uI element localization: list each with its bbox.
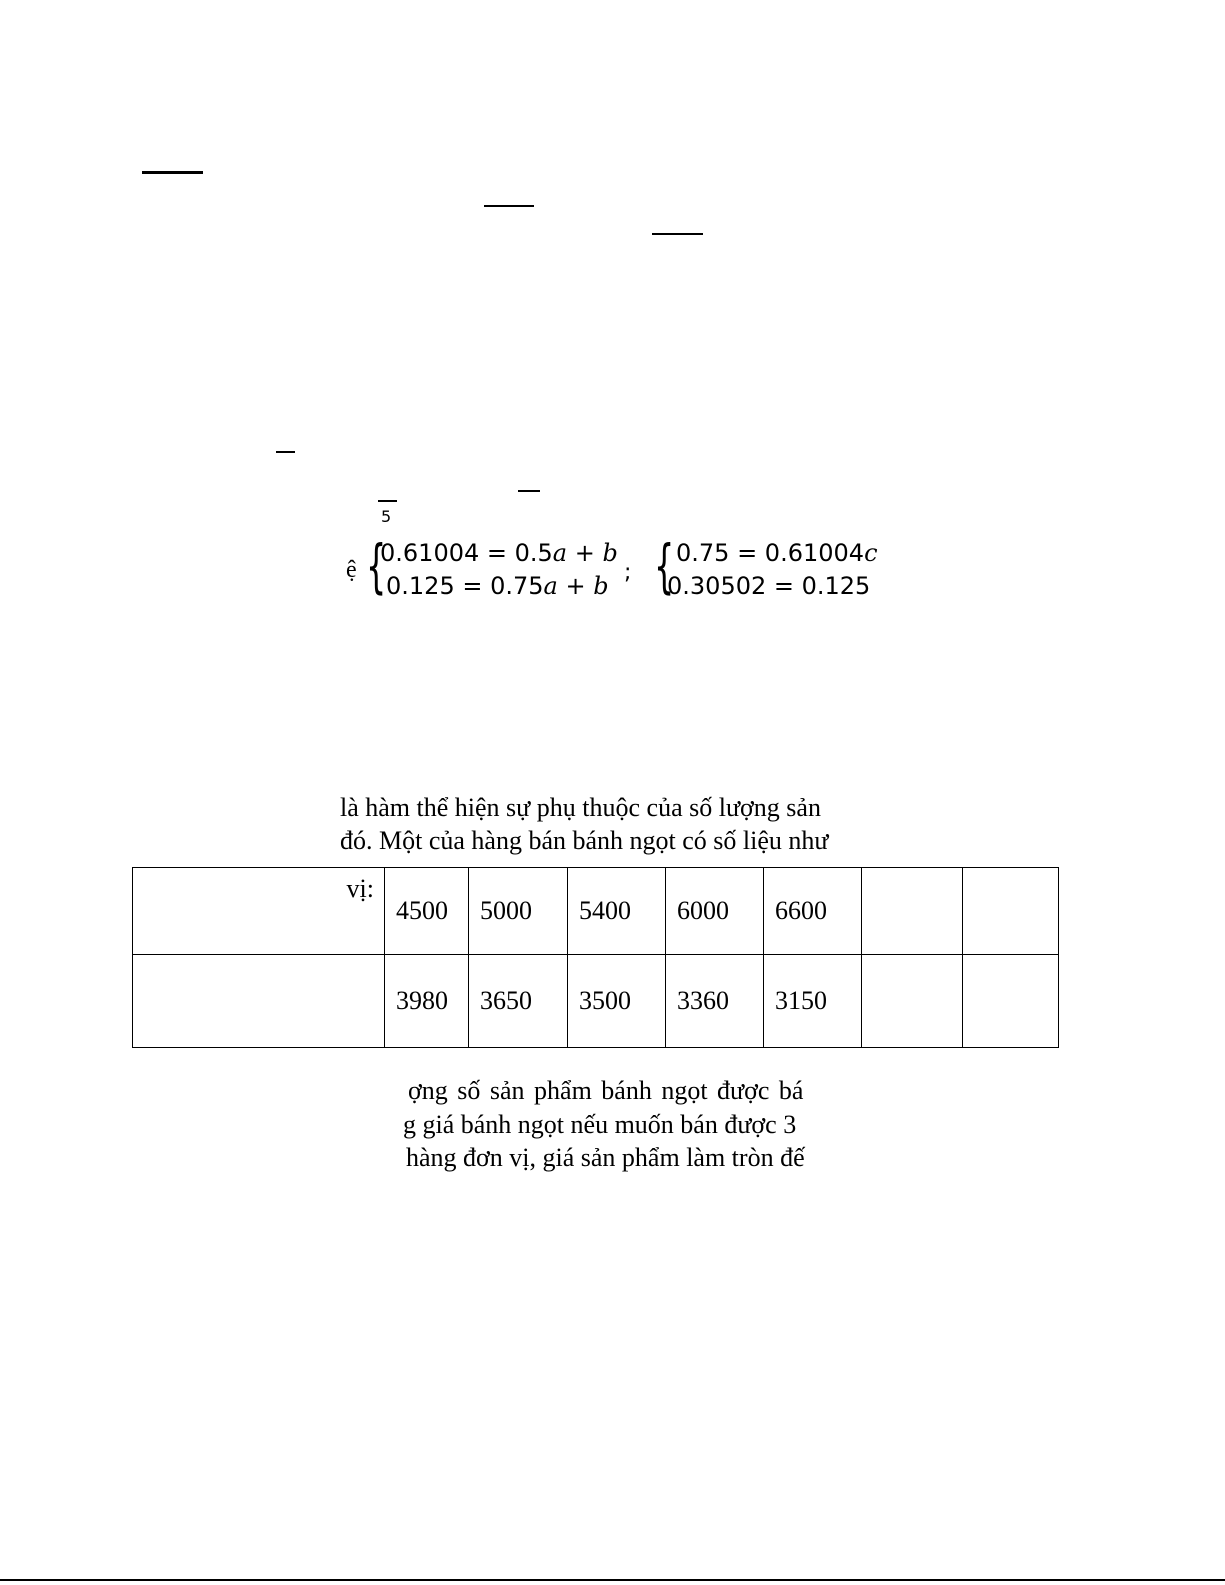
question-line-3: hàng đơn vị, giá sản phẩm làm tròn đế <box>406 1143 805 1172</box>
table-cell <box>963 955 1059 1048</box>
question-line-2: g giá bánh ngọt nếu muốn bán được 3 <box>403 1110 797 1139</box>
system-prefix: ệ <box>346 557 357 583</box>
table-cell <box>862 868 963 955</box>
question-line-1: ợng số sản phẩm bánh ngọt được bá <box>408 1076 804 1105</box>
table-cell: 5000 <box>469 868 568 955</box>
fraction-bar <box>484 205 534 207</box>
fraction-bar <box>518 490 540 492</box>
table-cell <box>963 868 1059 955</box>
table-row <box>133 868 1059 955</box>
paragraph-line-1: là hàm thể hiện sự phụ thuộc của số lượng sản <box>340 793 821 822</box>
right-equation-2: 0.30502 = 0.125 <box>667 572 871 600</box>
page-bottom-rule <box>0 1579 1225 1581</box>
table-cell: 3500 <box>568 955 666 1048</box>
left-equation-2: 0.125 = 0.75a + b <box>386 572 609 600</box>
fraction-bar <box>276 451 295 453</box>
fraction-bar <box>652 233 703 235</box>
row-label: vị: <box>133 868 385 955</box>
table-cell: 6600 <box>764 868 862 955</box>
table-cell: 3650 <box>469 955 568 1048</box>
table-cell: 6000 <box>666 868 764 955</box>
left-brace: { <box>366 532 387 600</box>
table-cell: 3360 <box>666 955 764 1048</box>
left-equation-1: 0.61004 = 0.5a + b <box>380 539 618 567</box>
paragraph-line-2: đó. Một của hàng bán bánh ngọt có số liệu như <box>340 826 829 855</box>
fraction-denominator: 5 <box>381 507 392 526</box>
right-equation-1: 0.75 = 0.61004c <box>676 539 878 567</box>
system-separator: ; <box>624 560 632 585</box>
price-quantity-table <box>132 867 1059 1048</box>
row-label <box>133 955 385 1048</box>
table-cell: 4500 <box>385 868 469 955</box>
table-cell: 5400 <box>568 868 666 955</box>
fraction-bar <box>378 500 397 502</box>
heading-underline <box>142 171 203 174</box>
table-cell: 3980 <box>385 955 469 1048</box>
table-cell: 3150 <box>764 955 862 1048</box>
right-brace: { <box>654 532 675 600</box>
table-row <box>133 955 1059 1048</box>
table-cell <box>862 955 963 1048</box>
